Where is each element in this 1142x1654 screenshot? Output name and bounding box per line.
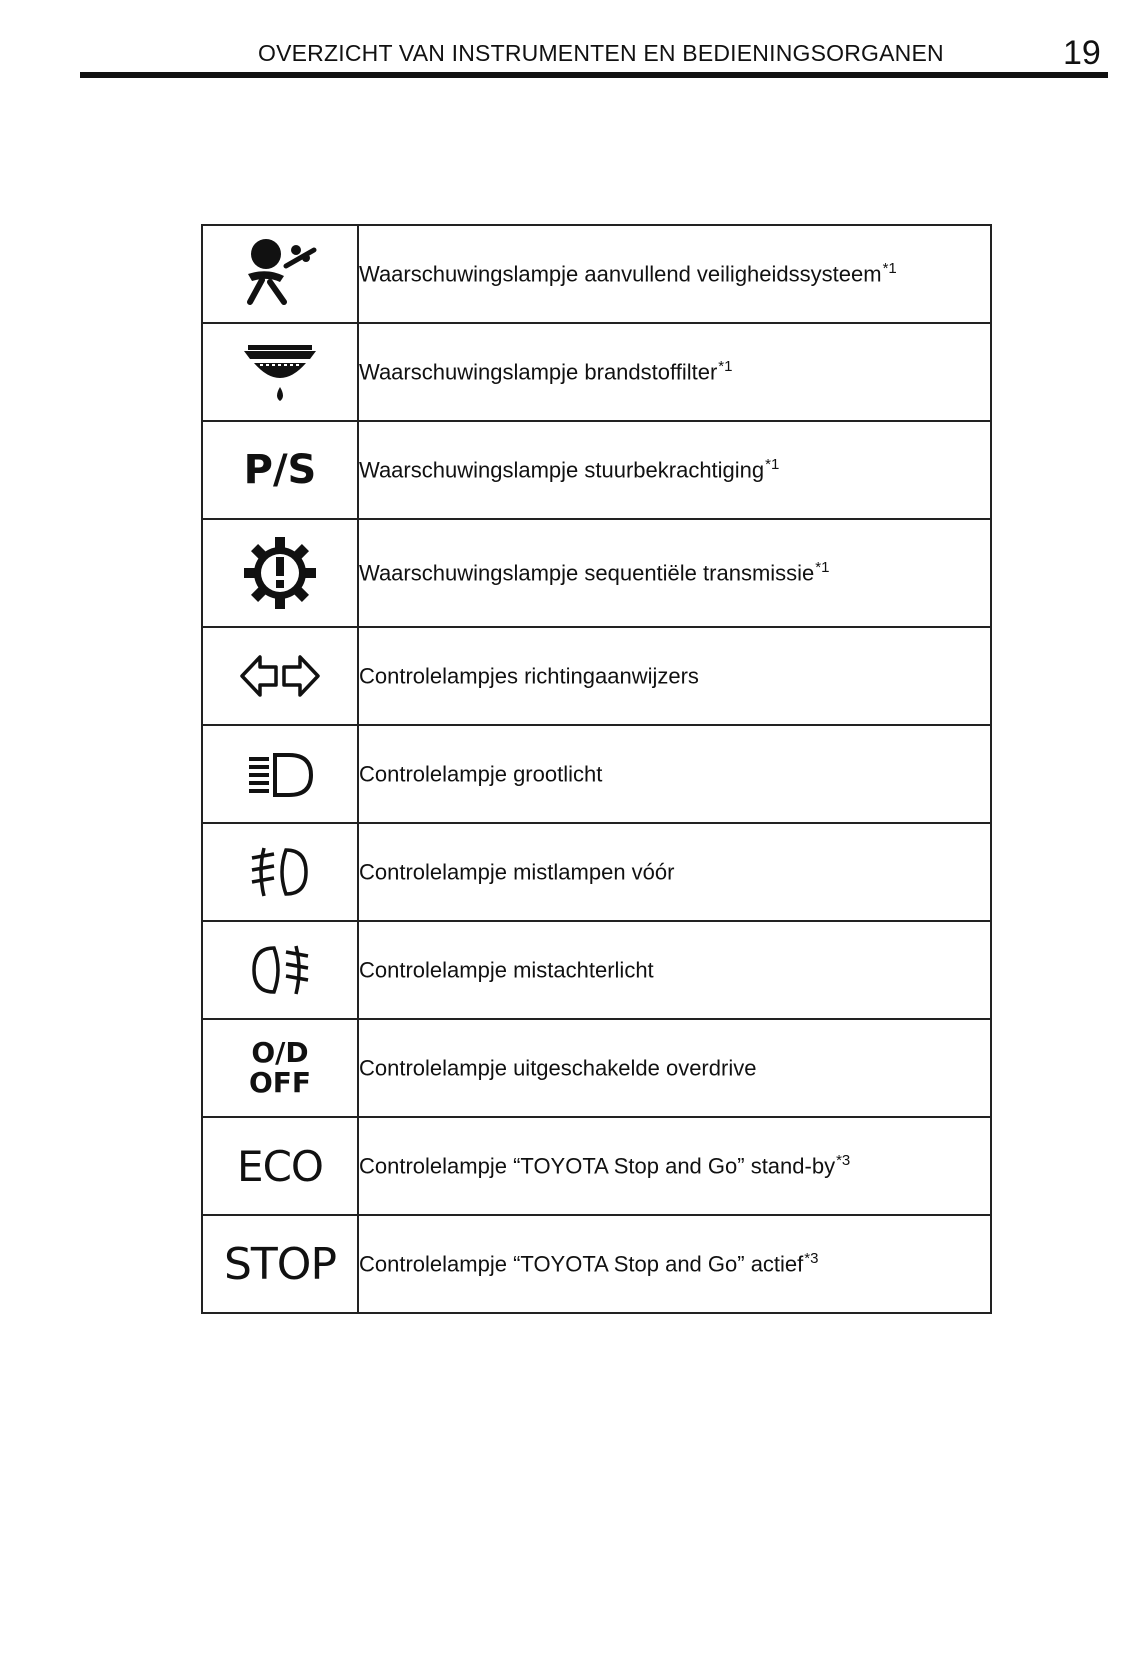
footnote-marker: *1 — [882, 260, 897, 278]
table-row — [202, 1019, 991, 1117]
table-row — [202, 627, 991, 725]
stop-icon: STOP — [224, 1238, 336, 1290]
off-label: OFF — [248, 1066, 312, 1099]
overdrive-label: O/D — [251, 1036, 309, 1069]
lamp-description: Waarschuwingslampje sequentiële transmissie — [359, 560, 815, 586]
lamp-description: Controlelampje grootlicht — [359, 761, 603, 787]
footnote-marker: *3 — [804, 1250, 819, 1268]
table-row — [202, 823, 991, 921]
overdrive-off-icon — [203, 1038, 357, 1098]
lamp-description: Waarschuwingslampje brandstoffilter — [359, 359, 718, 385]
page-number: 19 — [1063, 34, 1101, 72]
table-row — [202, 1215, 991, 1313]
power-steering-icon: P/S — [243, 447, 317, 493]
lamp-description: Controlelampje “TOYOTA Stop and Go” actief — [359, 1251, 804, 1277]
lamp-description: Controlelampje “TOYOTA Stop and Go” stand-by — [359, 1153, 836, 1179]
table-row — [202, 1117, 991, 1215]
warning-lamps-table — [201, 224, 992, 1314]
eco-icon: ECO — [237, 1141, 323, 1191]
table-row — [202, 921, 991, 1019]
transmission-gear-icon — [242, 535, 318, 611]
table-row — [202, 421, 991, 519]
footnote-marker: *1 — [765, 456, 780, 474]
footnote-marker: *1 — [718, 358, 733, 376]
lamp-description: Controlelampjes richtingaanwijzers — [359, 663, 699, 689]
high-beam-icon — [245, 750, 315, 798]
header-divider — [80, 72, 1108, 78]
turn-signal-arrows-icon — [238, 652, 322, 700]
lamp-description: Controlelampje mistlampen vóór — [359, 859, 675, 885]
table-row — [202, 225, 991, 323]
lamp-description: Controlelampje mistachterlicht — [359, 957, 654, 983]
page-header-title: OVERZICHT VAN INSTRUMENTEN EN BEDIENINGSORGANEN — [258, 40, 944, 66]
lamp-description: Waarschuwingslampje stuurbekrachtiging — [359, 457, 765, 483]
table-row — [202, 725, 991, 823]
airbag-icon — [240, 236, 320, 312]
rear-fog-lamp-icon — [248, 942, 312, 998]
lamp-description: Waarschuwingslampje aanvullend veiligheidssysteem — [359, 261, 882, 287]
front-fog-lamp-icon — [248, 844, 312, 900]
table-row — [202, 519, 991, 627]
lamp-description: Controlelampje uitgeschakelde overdrive — [359, 1055, 757, 1081]
fuel-filter-icon — [240, 337, 320, 407]
table-row — [202, 323, 991, 421]
footnote-marker: *1 — [815, 559, 830, 577]
footnote-marker: *3 — [836, 1152, 851, 1170]
